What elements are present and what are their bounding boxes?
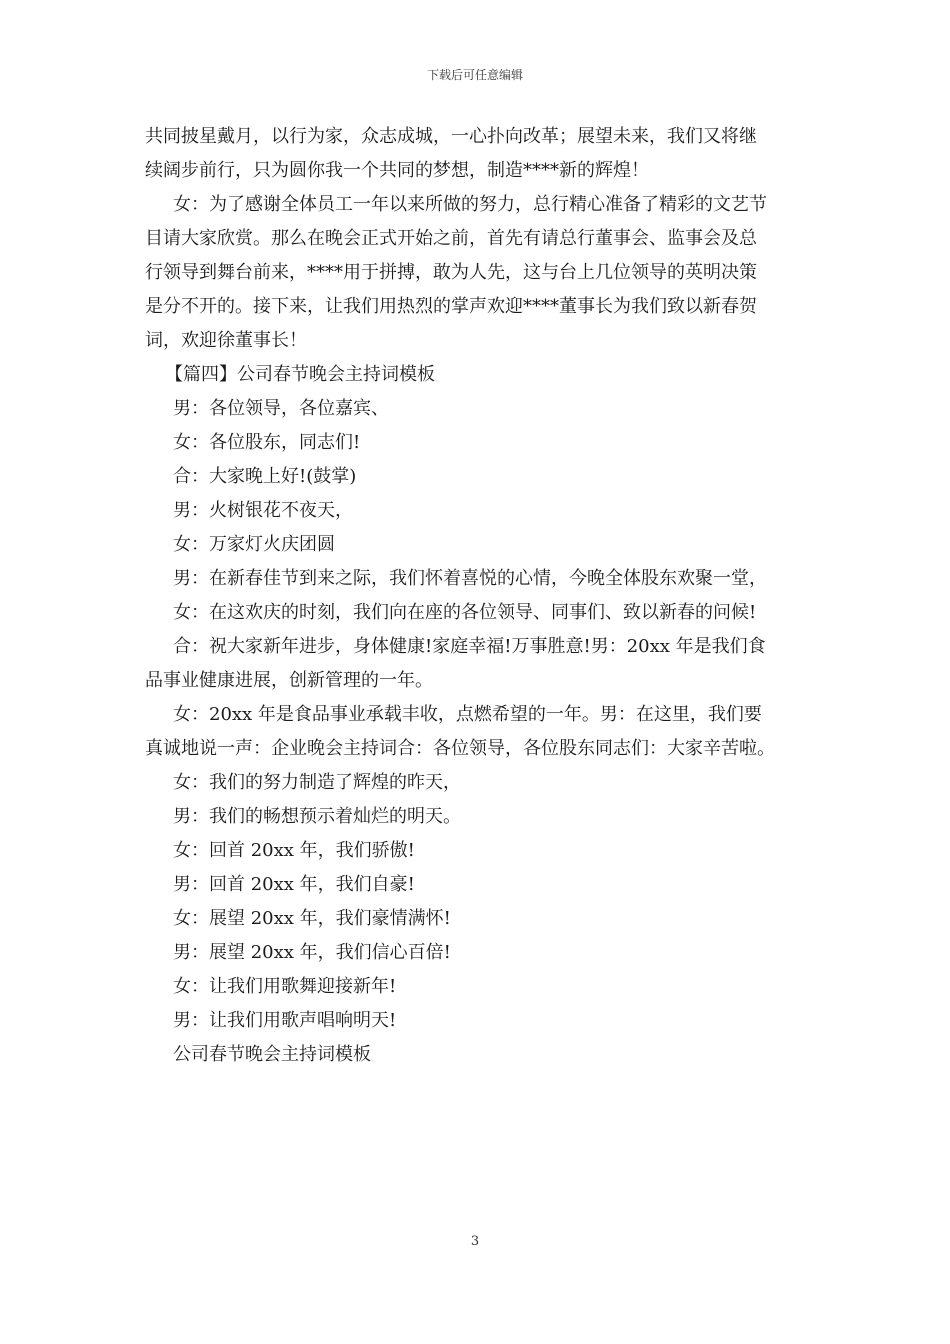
page-header: 下载后可任意编辑	[426, 68, 523, 82]
paragraph-line: 女：万家灯火庆团圆	[173, 534, 335, 555]
paragraph-line: 真诚地说一声：企业晚会主持词合：各位领导，各位股东同志们：大家辛苦啦。	[145, 738, 775, 759]
paragraph-line: 续阔步前行，只为圆你我一个共同的梦想，制造****新的辉煌！	[145, 160, 649, 181]
paragraph-line: 女：让我们用歌舞迎接新年!	[173, 976, 397, 997]
paragraph-line: 男：我们的畅想预示着灿烂的明天。	[173, 806, 461, 827]
paragraph-line: 男：各位领导，各位嘉宾、	[173, 398, 389, 419]
paragraph-line: 男：展望 20xx 年，我们信心百倍!	[173, 942, 451, 963]
paragraph-line: 共同披星戴月，以行为家，众志成城，一心扑向改革；展望未来，我们又将继	[145, 126, 757, 147]
paragraph-line: 男：火树银花不夜天，	[173, 500, 353, 521]
paragraph-line: 目请大家欣赏。那么在晚会正式开始之前，首先有请总行董事会、监事会及总	[145, 228, 757, 249]
paragraph-line: 女：20xx 年是食品事业承载丰收，点燃希望的一年。男：在这里，我们要	[173, 704, 762, 725]
page-number: 3	[470, 1234, 480, 1249]
paragraph-line: 女：为了感谢全体员工一年以来所做的努力，总行精心准备了精彩的文艺节	[173, 194, 767, 215]
paragraph-line: 品事业健康进展，创新管理的一年。	[145, 670, 433, 691]
paragraph-line: 是分不开的。接下来，让我们用热烈的掌声欢迎****董事长为我们致以新春贺	[145, 296, 757, 317]
paragraph-line: 男：在新春佳节到来之际，我们怀着喜悦的心情，今晚全体股东欢聚一堂，	[173, 568, 767, 589]
document-body	[145, 120, 809, 1072]
paragraph-line: 行领导到舞台前来，****用于拼搏，敢为人先，这与台上几位领导的英明决策	[145, 262, 757, 283]
paragraph-line: 男：让我们用歌声唱响明天!	[173, 1010, 397, 1031]
paragraph-line: 女：展望 20xx 年，我们豪情满怀!	[173, 908, 451, 929]
paragraph-line: 公司春节晚会主持词模板	[173, 1044, 371, 1065]
paragraph-line: 女：回首 20xx 年，我们骄傲!	[173, 840, 415, 861]
paragraph-line: 女：我们的努力制造了辉煌的昨天，	[173, 772, 461, 793]
section-heading: 【篇四】公司春节晚会主持词模板	[165, 364, 435, 385]
paragraph-line: 女：在这欢庆的时刻，我们向在座的各位领导、同事们、致以新春的问候!	[173, 602, 757, 623]
paragraph-line: 男：回首 20xx 年，我们自豪!	[173, 874, 415, 895]
paragraph-line: 词，欢迎徐董事长！	[145, 330, 307, 351]
paragraph-line: 女：各位股东，同志们!	[173, 432, 361, 453]
paragraph-line: 合：大家晚上好!(鼓掌)	[173, 466, 357, 487]
paragraph-line: 合：祝大家新年进步，身体健康!家庭幸福!万事胜意!男：20xx 年是我们食	[173, 636, 766, 657]
